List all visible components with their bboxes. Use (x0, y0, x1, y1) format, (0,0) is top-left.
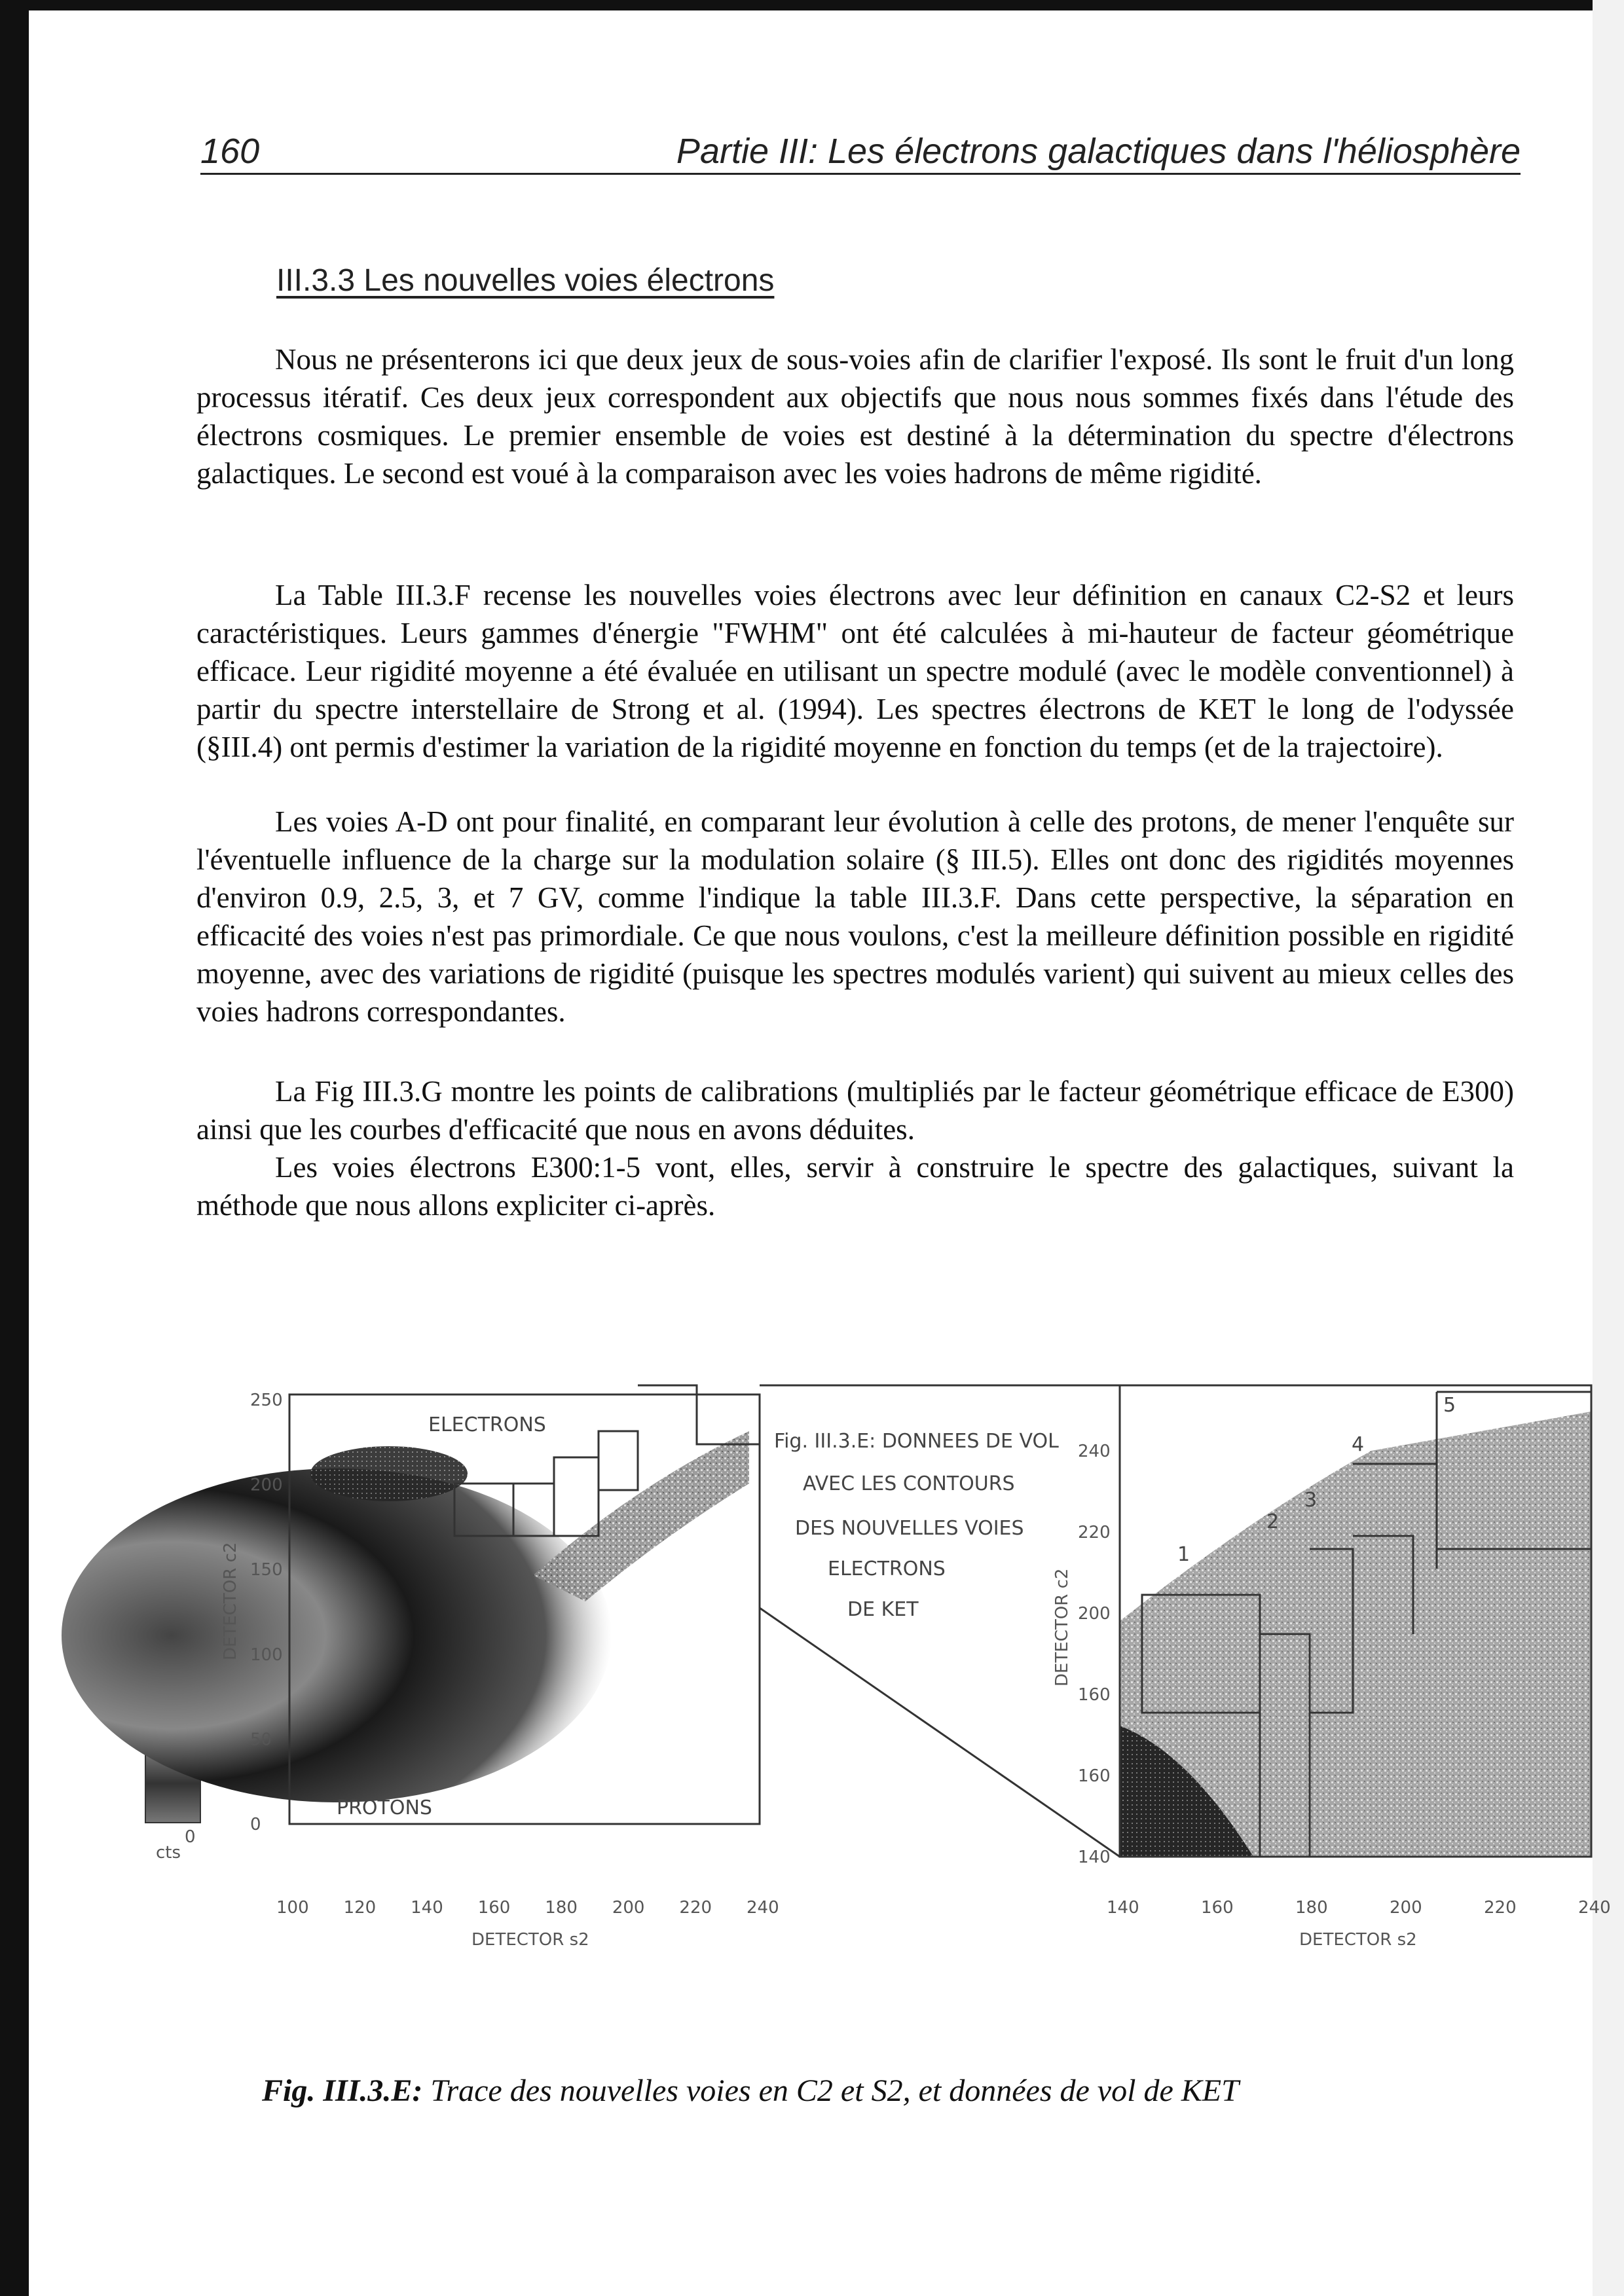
right-y-tick-2: 160 (1078, 1685, 1111, 1705)
part-title: Partie III: Les électrons galactiques dans l'héliosphère (676, 132, 1521, 171)
annotation-line-4: ELECTRONS (828, 1558, 946, 1580)
annotation-line-1: Fig. III.3.E: DONNEES DE VOL (774, 1430, 1059, 1453)
left-x-tick-7: 240 (747, 1898, 779, 1918)
figure-caption (262, 2073, 1239, 2109)
left-y-tick-1: 50 (250, 1730, 272, 1750)
left-x-tick-0: 100 (276, 1898, 309, 1918)
right-x-tick-0: 140 (1107, 1898, 1139, 1918)
right-ylabel: DETECTOR c2 (1052, 1568, 1072, 1686)
right-xticks (1107, 1898, 1611, 1918)
right-y-tick-5: 240 (1078, 1442, 1111, 1461)
figure-svg (140, 1385, 1611, 1975)
left-x-tick-5: 200 (612, 1898, 645, 1918)
left-y-tick-3: 150 (250, 1560, 283, 1580)
right-y-tick-1: 160 (1078, 1766, 1111, 1786)
channel-label-3: 3 (1304, 1489, 1318, 1512)
paragraph-1: Nous ne présenterons ici que deux jeux de sous-voies afin de clarifier l'exposé. Ils sont le fruit d'un long processus itératif. Ces deux jeux correspondent aux objectifs que nous nous sommes fixés dans l'étude des électrons cosmiques. Le premier ensemble de voies est destiné à la détermination du spectre d'électrons galactiques. Le second est voué à la comparaison avec les voies hadrons de même rigidité. (196, 343, 1514, 490)
paragraph-4: La Fig III.3.G montre les points de calibrations (multipliés par le facteur géométrique efficace de E300) ainsi que les courbes d'efficacité que nous en avons déduites. (196, 1075, 1514, 1146)
section-title: III.3.3 Les nouvelles voies électrons (276, 263, 775, 298)
right-x-tick-3: 200 (1390, 1898, 1422, 1918)
left-plot (62, 1385, 779, 1950)
left-xticks (276, 1898, 779, 1918)
page-number: 160 (200, 132, 260, 171)
left-x-tick-2: 140 (411, 1898, 443, 1918)
running-head (200, 127, 1521, 175)
left-x-tick-4: 180 (545, 1898, 578, 1918)
left-ylabel: DETECTOR c2 (221, 1542, 240, 1660)
right-x-tick-5: 240 (1578, 1898, 1611, 1918)
left-x-tick-1: 120 (343, 1898, 377, 1918)
right-y-tick-3: 200 (1078, 1604, 1111, 1624)
colorbar-unit: cts (156, 1843, 181, 1863)
left-y-tick-5: 250 (250, 1391, 283, 1410)
label-electrons: ELECTRONS (428, 1413, 546, 1436)
annotation-line-3: DES NOUVELLES VOIES (795, 1517, 1024, 1540)
scan-border-left (0, 0, 29, 2296)
annotation-line-5: DE KET (847, 1598, 919, 1621)
proton-cluster (62, 1468, 612, 1802)
annotation-line-2: AVEC LES CONTOURS (803, 1472, 1015, 1495)
right-x-tick-2: 180 (1295, 1898, 1328, 1918)
caption-text: Trace des nouvelles voies en C2 et S2, et données de vol de KET (422, 2073, 1239, 2108)
caption-label: Fig. III.3.E: (262, 2073, 423, 2108)
left-x-tick-6: 220 (679, 1898, 712, 1918)
figure (140, 1385, 1611, 1975)
right-y-tick-0: 140 (1078, 1848, 1111, 1867)
left-y-tick-0: 0 (250, 1815, 261, 1834)
scan-border-top (0, 0, 1624, 10)
left-y-tick-4: 200 (250, 1475, 283, 1495)
label-protons: PROTONS (337, 1796, 432, 1819)
left-x-tick-3: 160 (477, 1898, 511, 1918)
right-y-tick-4: 220 (1078, 1523, 1111, 1542)
upper-cluster (310, 1446, 468, 1501)
colorbar-min-label: 0 (185, 1827, 196, 1847)
channel-label-1: 1 (1177, 1543, 1190, 1566)
channel-label-2: 2 (1266, 1510, 1280, 1533)
right-x-tick-4: 220 (1484, 1898, 1517, 1918)
right-plot (1052, 1385, 1611, 1950)
left-y-tick-2: 100 (250, 1645, 283, 1665)
page (29, 10, 1611, 2296)
left-xlabel: DETECTOR s2 (471, 1930, 589, 1950)
paragraph-3: Les voies A-D ont pour finalité, en comparant leur évolution à celle des protons, de mener l'enquête sur l'éventuelle influence de la charge sur la modulation solaire (§ III.5). Elles ont donc des rigidités moyennes d'environ 0.9, 2.5, 3, et 7 GV, comme l'indique la table III.3.F. Dans cette perspective, la séparation en efficacité des voies n'est pas primordiale. Ce que nous voulons, c'est la meilleure définition possible en rigidité moyenne, avec des variations de rigidité (puisque les spectres modulés varient) qui suivent au mieux celles des voies hadrons correspondantes. (196, 805, 1514, 1028)
right-x-tick-1: 160 (1201, 1898, 1234, 1918)
paragraph-2: La Table III.3.F recense les nouvelles voies électrons avec leur définition en canaux C2-S2 et leurs caractéristiques. Leurs gammes d'énergie "FWHM" ont été calculées à mi-hauteur de facteur géométrique efficace. Leur rigidité moyenne a été évaluée en utilisant un spectre modulé (avec le modèle conventionnel) à partir du spectre interstellaire de Strong et al. (1994). Les spectres électrons de KET le long de l'odyssée (§III.4) ont permis d'estimer la variation de la rigidité moyenne en fonction du temps (et de la trajectoire). (196, 579, 1514, 763)
channel-label-5: 5 (1443, 1394, 1456, 1417)
right-xlabel: DETECTOR s2 (1299, 1930, 1417, 1950)
paragraph-5: Les voies électrons E300:1-5 vont, elles, servir à construire le spectre des galactiques, suivant la méthode que nous allons expliciter ci-après. (196, 1151, 1514, 1222)
channel-label-4: 4 (1352, 1433, 1365, 1456)
right-yticks (1078, 1442, 1111, 1867)
